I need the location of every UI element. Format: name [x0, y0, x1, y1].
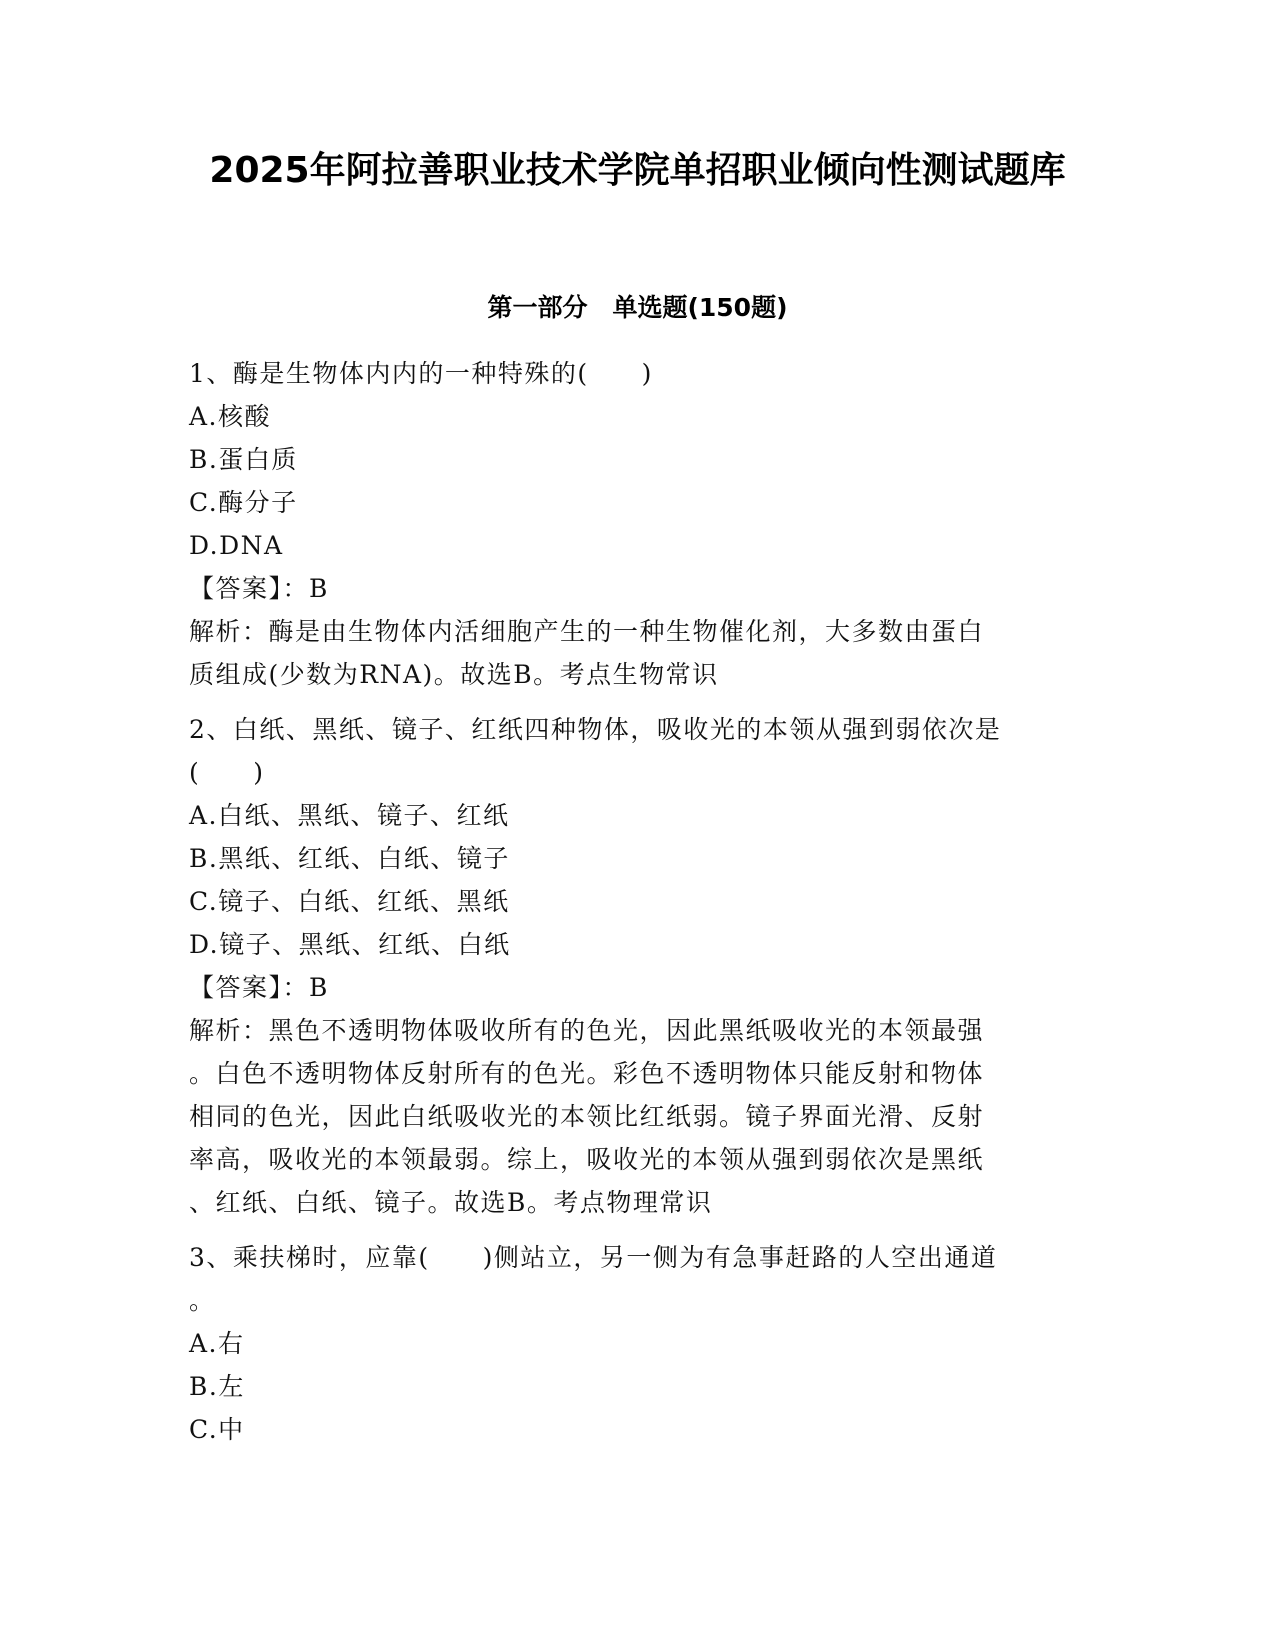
question-3-option-c: C.中 — [189, 1415, 245, 1444]
question-2-analysis-line: 解析：黑色不透明物体吸收所有的色光，因此黑纸吸收光的本领最强 — [189, 1016, 985, 1045]
question-3-stem-line: 。 — [189, 1286, 216, 1315]
question-list — [189, 352, 1069, 1451]
section-title: 第一部分 单选题(150题) — [487, 293, 788, 322]
question-2-option-a: A.白纸、黑纸、镜子、红纸 — [189, 801, 510, 830]
question-3-stem-line: 3、乘扶梯时，应靠( )侧站立，另一侧为有急事赶路的人空出通道 — [189, 1243, 998, 1272]
question-1-option-a: A.核酸 — [189, 402, 272, 431]
question-1-analysis-line: 质组成(少数为RNA)。故选B。考点生物常识 — [189, 660, 719, 689]
question-1-analysis-line: 解析：酶是由生物体内活细胞产生的一种生物催化剂，大多数由蛋白 — [189, 617, 985, 646]
question-2-option-d: D.镜子、黑纸、红纸、白纸 — [189, 930, 511, 959]
question-2-answer: 【答案】：B — [189, 973, 329, 1002]
question-1-answer: 【答案】：B — [189, 574, 329, 603]
question-1-option-c: C.酶分子 — [189, 488, 298, 517]
question-3-option-b: B.左 — [189, 1372, 245, 1401]
question-1-option-b: B.蛋白质 — [189, 445, 298, 474]
question-2-analysis-line: 。白色不透明物体反射所有的色光。彩色不透明物体只能反射和物体 — [189, 1059, 985, 1088]
question-2-option-b: B.黑纸、红纸、白纸、镜子 — [189, 844, 510, 873]
document-title: 2025年阿拉善职业技术学院单招职业倾向性测试题库 — [209, 150, 1066, 191]
question-1-stem: 1、酶是生物体内内的一种特殊的( ) — [189, 359, 653, 388]
question-2-option-c: C.镜子、白纸、红纸、黑纸 — [189, 887, 510, 916]
question-2-stem-line: ( ) — [189, 758, 265, 787]
question-1 — [189, 352, 1069, 696]
question-1-option-d: D.DNA — [189, 531, 284, 560]
question-2-stem-line: 2、白纸、黑纸、镜子、红纸四种物体，吸收光的本领从强到弱依次是 — [189, 715, 1002, 744]
question-2-analysis-line: 、红纸、白纸、镜子。故选B。考点物理常识 — [189, 1188, 713, 1217]
question-2 — [189, 708, 1069, 1224]
question-2-analysis-line: 相同的色光，因此白纸吸收光的本领比红纸弱。镜子界面光滑、反射 — [189, 1102, 985, 1131]
question-3-option-a: A.右 — [189, 1329, 245, 1358]
question-3 — [189, 1236, 1069, 1451]
question-2-analysis-line: 率高，吸收光的本领最弱。综上，吸收光的本领从强到弱依次是黑纸 — [189, 1145, 985, 1174]
